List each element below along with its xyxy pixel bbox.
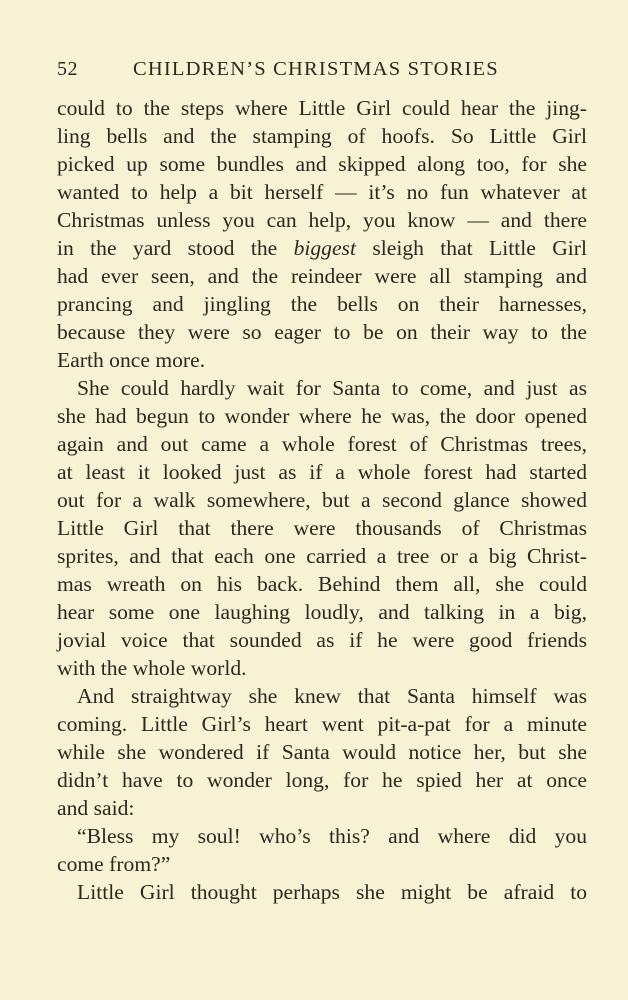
body-text	[57, 94, 587, 906]
text-line	[57, 234, 587, 262]
emphasized-word: biggest	[293, 236, 356, 260]
text-line: had ever seen, and the reindeer were all stamping and	[57, 264, 587, 288]
paragraph-first-line: She could hardly wait for Santa to come, and just as	[77, 376, 587, 400]
text-line: sprites, and that each one carried a tree or a big Christ-	[57, 544, 587, 568]
text-line: hear some one laughing loudly, and talking in a big,	[57, 600, 587, 624]
paragraph-first-line: Little Girl thought perhaps she might be afraid to	[77, 880, 587, 904]
text-line: coming. Little Girl’s heart went pit-a-pat for a minute	[57, 712, 587, 736]
text-line: wanted to help a bit herself — it’s no fun whatever at	[57, 180, 587, 204]
text-line: ling bells and the stamping of hoofs. So Little Girl	[57, 124, 587, 148]
running-title: CHILDREN’S CHRISTMAS STORIES	[133, 58, 499, 80]
text-line: Christmas unless you can help, you know — and there	[57, 208, 587, 232]
paragraph-end-line: Earth once more.	[57, 348, 206, 372]
text-line: picked up some bundles and skipped along too, for she	[57, 152, 587, 176]
paragraph-end-line: and said:	[57, 796, 135, 820]
text-line: Little Girl that there were thousands of Christmas	[57, 516, 587, 540]
text-line: could to the steps where Little Girl could hear the jing-	[57, 96, 587, 120]
paragraph-first-line: And straightway she knew that Santa himself was	[77, 684, 587, 708]
page-header	[57, 54, 587, 86]
text-line: because they were so eager to be on their way to the	[57, 320, 587, 344]
text-line: out for a walk somewhere, but a second glance showed	[57, 488, 587, 512]
paragraph-end-line: with the whole world.	[57, 656, 247, 680]
paragraph-end-line: come from?”	[57, 852, 171, 876]
text-line: mas wreath on his back. Behind them all, she could	[57, 572, 587, 596]
text-line: jovial voice that sounded as if he were good friends	[57, 628, 587, 652]
page-number: 52	[57, 58, 78, 80]
text-line: she had begun to wonder where he was, the door opened	[57, 404, 587, 428]
text-line: prancing and jingling the bells on their harnesses,	[57, 292, 587, 316]
text-segment: in the yard stood the	[57, 236, 278, 260]
text-line: didn’t have to wonder long, for he spied her at once	[57, 768, 587, 792]
text-segment: sleigh that Little Girl	[372, 236, 587, 260]
text-line: again and out came a whole forest of Christmas trees,	[57, 432, 587, 456]
text-line: at least it looked just as if a whole forest had started	[57, 460, 587, 484]
text-line: while she wondered if Santa would notice her, but she	[57, 740, 587, 764]
paragraph-first-line: “Bless my soul! who’s this? and where did you	[77, 824, 587, 848]
